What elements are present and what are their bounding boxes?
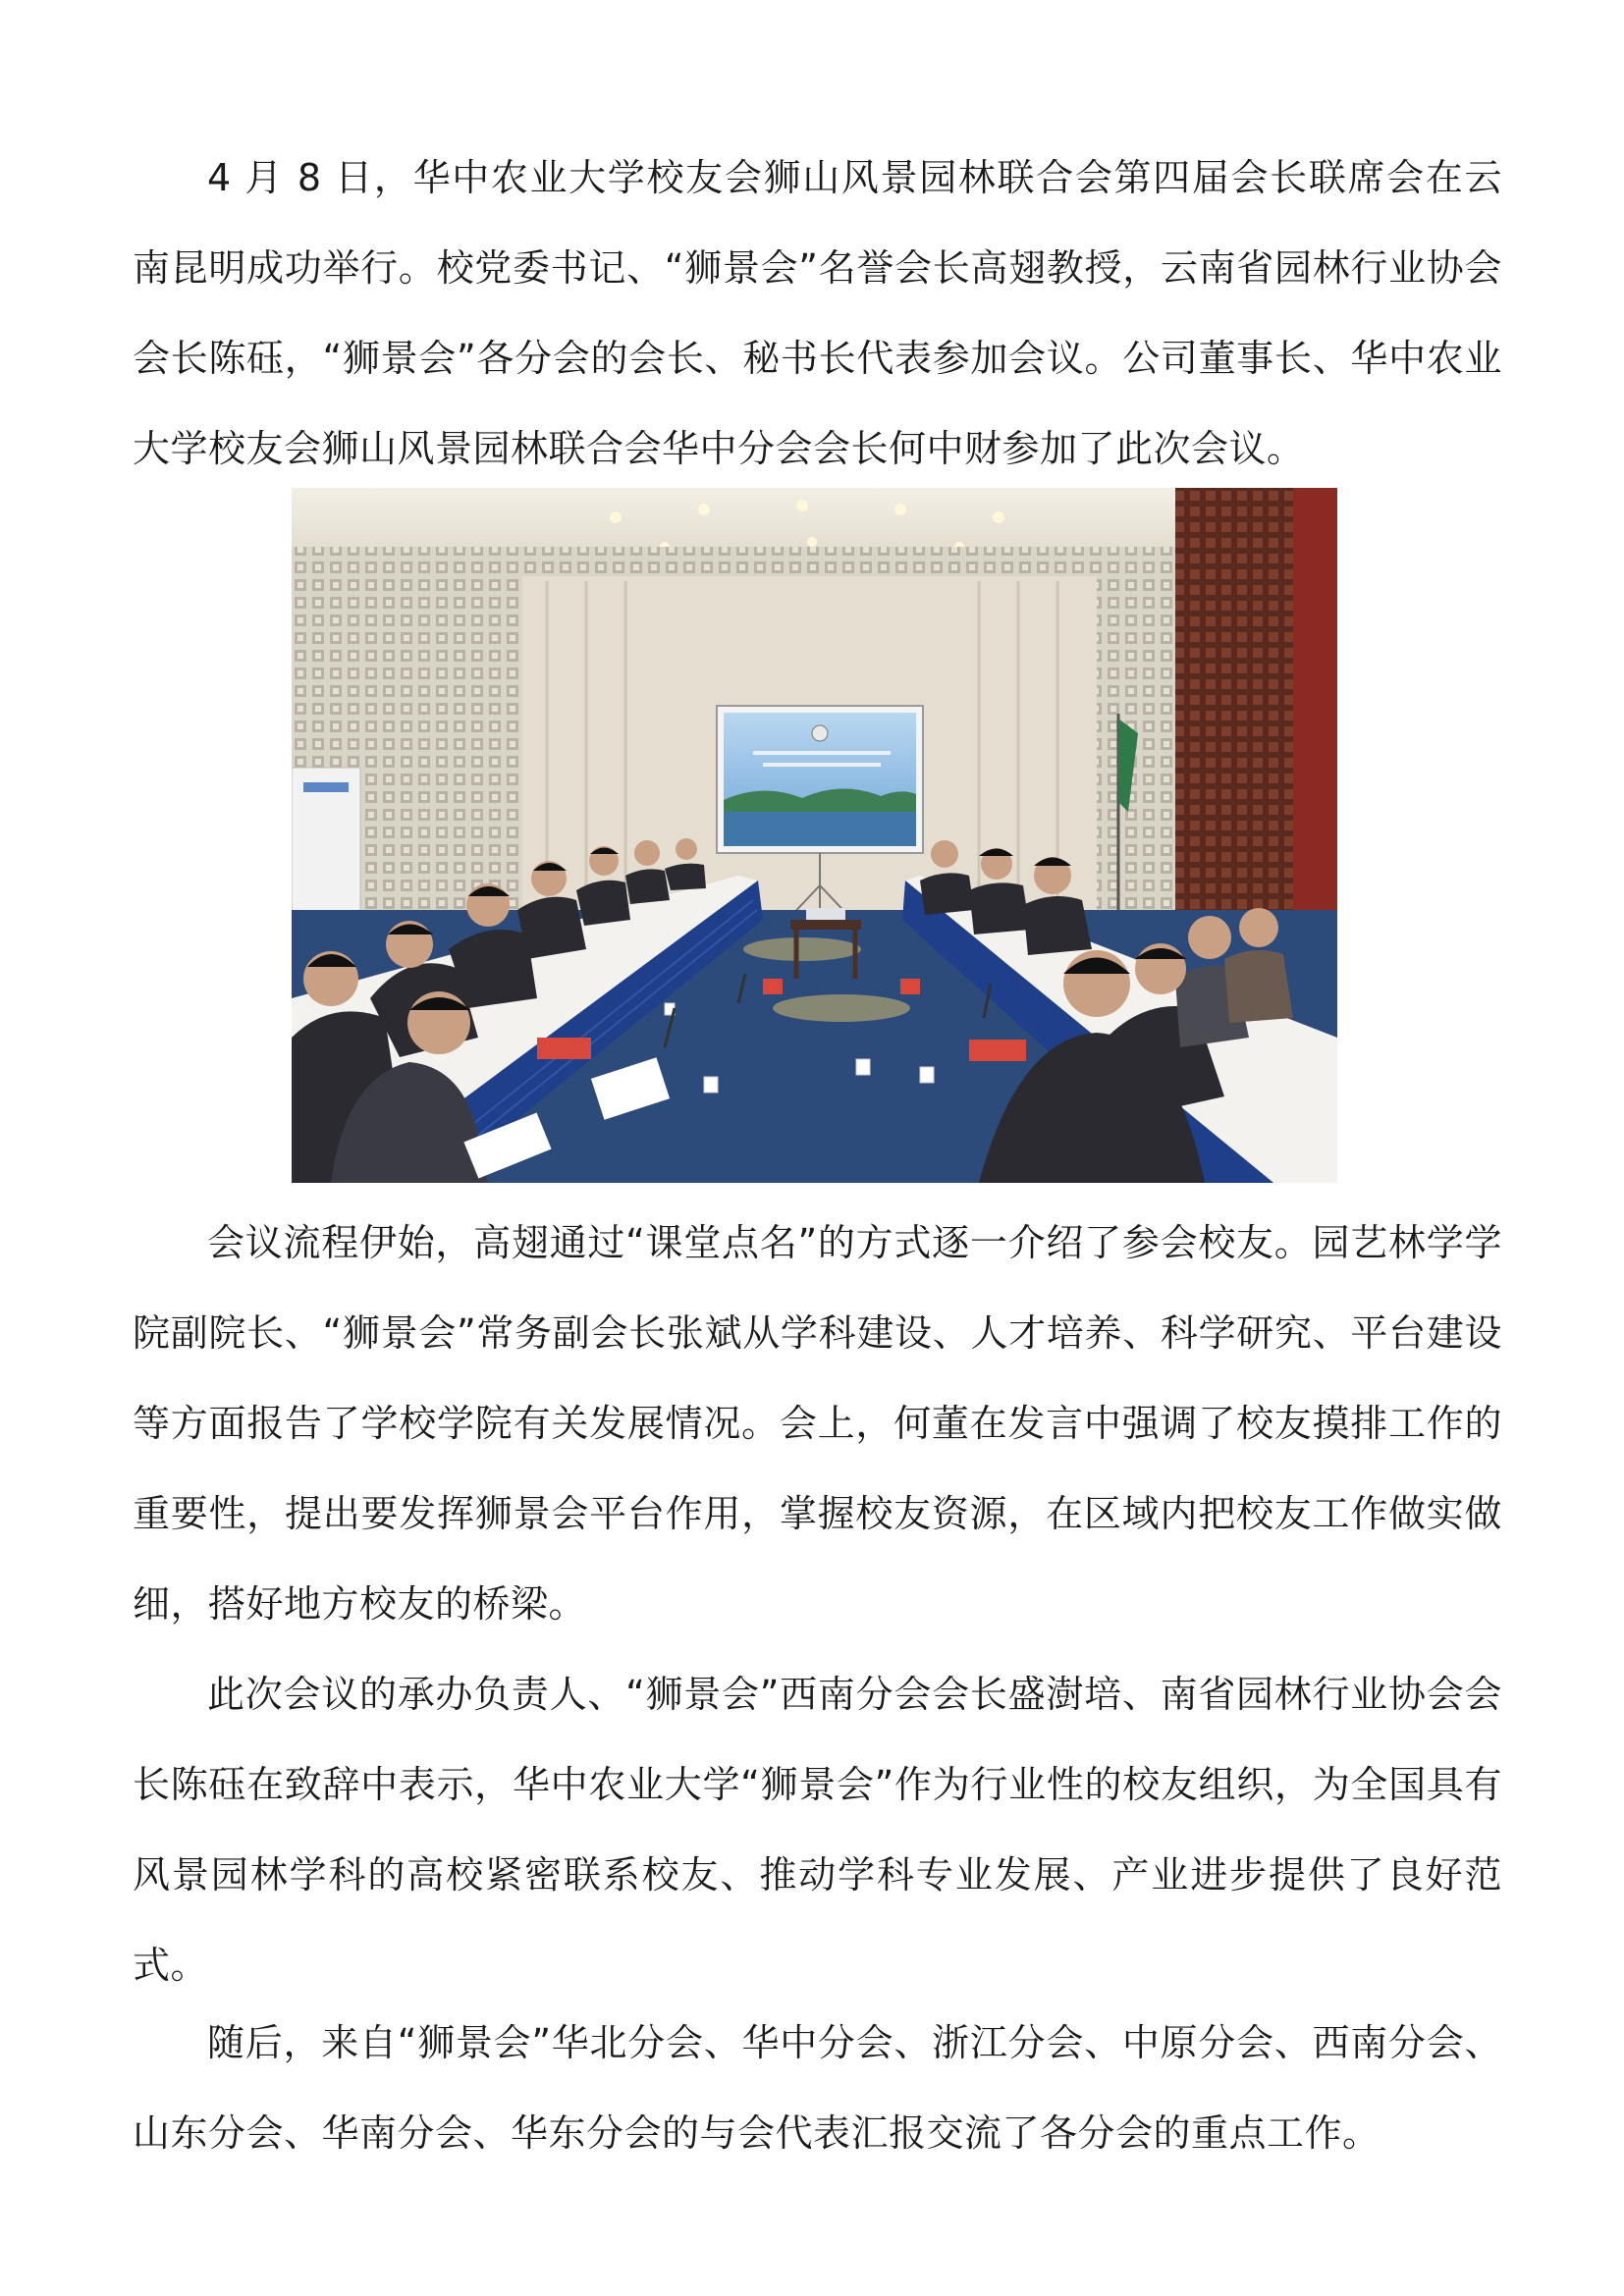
paragraph-reports: 随后，来自“狮景会”华北分会、华中分会、浙江分会、中原分会、西南分会、山东分会、华南分会、华东分会的与会代表汇报交流了各分会的重点工作。: [133, 2021, 1502, 2155]
paragraph-intro: 4 月 8 日，华中农业大学校友会狮山风景园林联合会第四届会长联席会在云南昆明成功举行。校党委书记、“狮景会”名誉会长高翅教授，云南省园林行业协会会长陈砡，“狮景会”各分会的会长、秘书长代表参加会议。公司董事长、华中农业大学校友会狮山风景园林联合会华中分会会长何中财参加了此次会议。: [133, 156, 1502, 470]
paragraph-speech: 此次会议的承办负责人、“狮景会”西南分会会长盛澍培、南省园林行业协会会长陈砡在致辞中表示，华中农业大学“狮景会”作为行业性的校友组织，为全国具有风景园林学科的高校紧密联系校友、推动学科专业发展、产业进步提供了良好范式。: [133, 1673, 1502, 1987]
meeting-photo-drawing: [292, 488, 1337, 1183]
nameplate-left: [537, 1038, 591, 1059]
meeting-photo: [292, 488, 1337, 1183]
nameplate-right: [969, 1040, 1026, 1061]
paragraph-process: 会议流程伊始，高翅通过“课堂点名”的方式逐一介绍了参会校友。园艺林学学院副院长、“狮景会”常务副会长张斌从学科建设、人才培养、科学研究、平台建设等方面报告了学校学院有关发展情况。会上，何董在发言中强调了校友摸排工作的重要性，提出要发挥狮景会平台作用，掌握校友资源，在区域内把校友工作做实做细，搭好地方校友的桥梁。: [133, 1221, 1502, 1626]
